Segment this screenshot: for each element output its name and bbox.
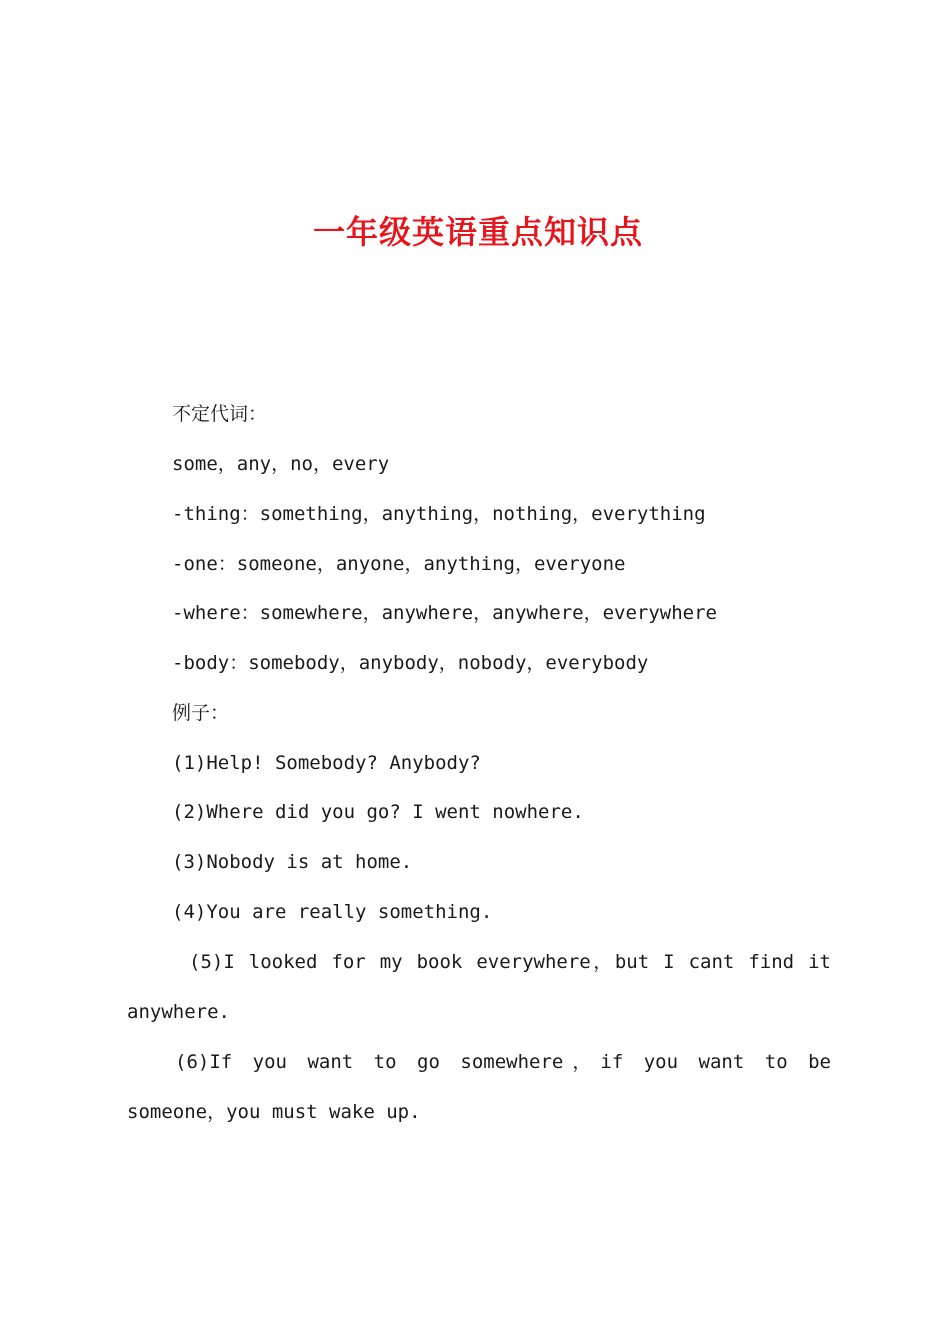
document-title: 一年级英语重点知识点 <box>312 213 643 251</box>
example-line: (1)Help! Somebody? Anybody? <box>172 752 481 774</box>
text-line: -where：somewhere，anywhere，anywhere，everywhere <box>172 602 717 624</box>
text-line: -thing：something，anything，nothing，everything <box>172 503 706 525</box>
text-line: some，any，no，every <box>172 453 390 475</box>
text-line: -one：someone，anyone，anything，everyone <box>172 553 626 575</box>
example-paragraph: (6)If you want to go somewhere，if you want to be someone，you must wake up. <box>127 1051 831 1123</box>
text-line: -body：somebody，anybody，nobody，everybody <box>172 652 649 674</box>
section-heading-examples: 例子： <box>172 702 230 724</box>
example-line: (3)Nobody is at home. <box>172 851 413 873</box>
section-heading-indefinite-pronouns: 不定代词： <box>172 403 268 425</box>
example-line: (2)Where did you go? I went nowhere. <box>172 801 584 823</box>
example-paragraph: (5)I looked for my book everywhere，but I cant find it anywhere. <box>127 951 831 1023</box>
example-line: (4)You are really something. <box>172 901 493 923</box>
